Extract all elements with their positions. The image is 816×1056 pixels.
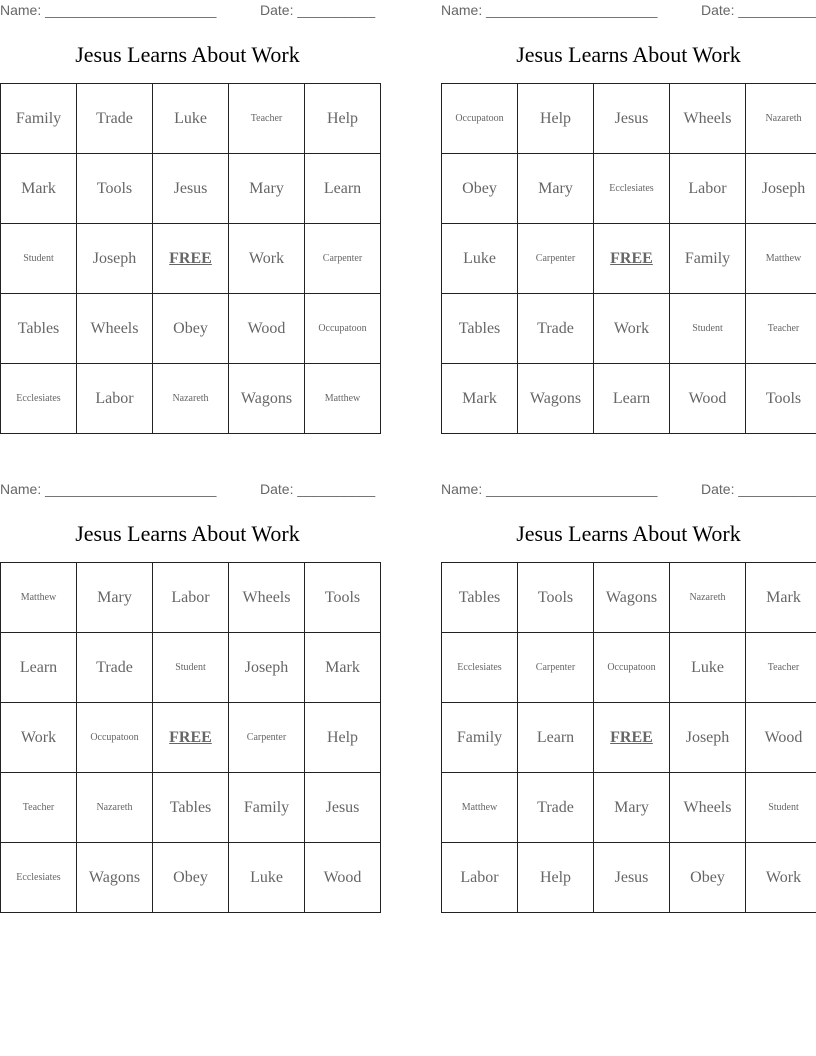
- bingo-grid: [441, 562, 816, 913]
- bingo-cell[interactable]: Nazareth: [153, 364, 229, 434]
- grid-row: [1, 294, 381, 364]
- grid-row: [442, 633, 816, 703]
- bingo-cell[interactable]: Luke: [153, 84, 229, 154]
- bingo-cell[interactable]: Joseph: [670, 703, 746, 773]
- bingo-cell[interactable]: Jesus: [305, 773, 381, 843]
- bingo-cell[interactable]: Obey: [153, 294, 229, 364]
- bingo-cell[interactable]: Work: [1, 703, 77, 773]
- date-field[interactable]: Date: __________: [260, 481, 376, 497]
- bingo-card-3: [0, 479, 376, 886]
- grid-row: [1, 154, 381, 224]
- date-field[interactable]: Date: __________: [260, 2, 376, 18]
- bingo-cell[interactable]: Wheels: [229, 563, 305, 633]
- bingo-cell[interactable]: Ecclesiates: [594, 154, 670, 224]
- bingo-card-4: [441, 479, 816, 886]
- card-title: Jesus Learns About Work: [75, 42, 300, 67]
- grid-row: [1, 773, 381, 843]
- bingo-cell[interactable]: Occupatoon: [442, 84, 518, 154]
- bingo-cell[interactable]: Help: [518, 843, 594, 913]
- grid-row: [1, 843, 381, 913]
- bingo-cell[interactable]: Occupatoon: [305, 294, 381, 364]
- grid-row: [442, 773, 816, 843]
- bingo-cell[interactable]: Tables: [442, 294, 518, 364]
- name-field[interactable]: Name: ______________________: [0, 481, 217, 497]
- bingo-cell[interactable]: Teacher: [746, 294, 816, 364]
- bingo-cell[interactable]: Carpenter: [305, 224, 381, 294]
- bingo-card-1: [0, 0, 376, 407]
- bingo-cell[interactable]: Wood: [670, 364, 746, 434]
- bingo-cell[interactable]: Tools: [305, 563, 381, 633]
- grid-row: [442, 154, 816, 224]
- grid-row: [442, 84, 816, 154]
- bingo-cell[interactable]: Help: [518, 84, 594, 154]
- bingo-cell[interactable]: Family: [670, 224, 746, 294]
- bingo-cell[interactable]: Work: [746, 843, 816, 913]
- bingo-cell[interactable]: Wood: [305, 843, 381, 913]
- bingo-cell[interactable]: Obey: [670, 843, 746, 913]
- card-title: Jesus Learns About Work: [516, 521, 741, 546]
- grid-row: [1, 224, 381, 294]
- bingo-cell[interactable]: Labor: [153, 563, 229, 633]
- bingo-cell[interactable]: Mark: [746, 563, 816, 633]
- bingo-cell[interactable]: Wheels: [670, 773, 746, 843]
- bingo-cell[interactable]: Tools: [77, 154, 153, 224]
- free-space-cell[interactable]: FREE: [153, 224, 229, 294]
- name-field[interactable]: Name: ______________________: [0, 2, 217, 18]
- bingo-cell[interactable]: Family: [1, 84, 77, 154]
- bingo-cell[interactable]: Ecclesiates: [1, 843, 77, 913]
- bingo-cell[interactable]: Mary: [594, 773, 670, 843]
- name-date-row: [0, 0, 375, 22]
- name-field[interactable]: Name: ______________________: [441, 481, 658, 497]
- bingo-cell[interactable]: Ecclesiates: [442, 633, 518, 703]
- bingo-cell[interactable]: Trade: [77, 84, 153, 154]
- bingo-grid: [0, 562, 381, 913]
- bingo-cell[interactable]: Wagons: [77, 843, 153, 913]
- bingo-cell[interactable]: Labor: [77, 364, 153, 434]
- bingo-cell[interactable]: Trade: [518, 773, 594, 843]
- grid-row: [442, 224, 816, 294]
- bingo-cell[interactable]: Matthew: [442, 773, 518, 843]
- bingo-cell[interactable]: Wheels: [77, 294, 153, 364]
- bingo-cell[interactable]: Wagons: [594, 563, 670, 633]
- bingo-cell[interactable]: Student: [1, 224, 77, 294]
- bingo-cell[interactable]: Carpenter: [518, 633, 594, 703]
- bingo-cell[interactable]: Jesus: [594, 84, 670, 154]
- bingo-cell[interactable]: Trade: [518, 294, 594, 364]
- bingo-cell[interactable]: Student: [746, 773, 816, 843]
- name-field[interactable]: Name: ______________________: [441, 2, 658, 18]
- bingo-cell[interactable]: Labor: [670, 154, 746, 224]
- bingo-cell[interactable]: Luke: [670, 633, 746, 703]
- bingo-cell[interactable]: Occupatoon: [594, 633, 670, 703]
- date-field[interactable]: Date: __________: [701, 481, 816, 497]
- bingo-cell[interactable]: Luke: [229, 843, 305, 913]
- bingo-cell[interactable]: Obey: [153, 843, 229, 913]
- bingo-cell[interactable]: Wood: [229, 294, 305, 364]
- bingo-cell[interactable]: Wagons: [229, 364, 305, 434]
- grid-row: [1, 633, 381, 703]
- bingo-cell[interactable]: Learn: [305, 154, 381, 224]
- bingo-cell[interactable]: Teacher: [1, 773, 77, 843]
- date-field[interactable]: Date: __________: [701, 2, 816, 18]
- bingo-cell[interactable]: Learn: [518, 703, 594, 773]
- name-date-row: [0, 479, 375, 501]
- bingo-cell[interactable]: Wood: [746, 703, 816, 773]
- bingo-cell[interactable]: Wheels: [670, 84, 746, 154]
- bingo-cell[interactable]: Student: [670, 294, 746, 364]
- bingo-cell[interactable]: Wagons: [518, 364, 594, 434]
- bingo-cell[interactable]: Matthew: [1, 563, 77, 633]
- free-space-cell[interactable]: FREE: [594, 224, 670, 294]
- bingo-cell[interactable]: Nazareth: [670, 563, 746, 633]
- bingo-cell[interactable]: Joseph: [77, 224, 153, 294]
- bingo-cell[interactable]: Mark: [442, 364, 518, 434]
- grid-row: [442, 703, 816, 773]
- grid-row: [1, 563, 381, 633]
- bingo-cell[interactable]: Occupatoon: [77, 703, 153, 773]
- grid-row: [442, 294, 816, 364]
- bingo-cell[interactable]: Jesus: [153, 154, 229, 224]
- bingo-cell[interactable]: Carpenter: [229, 703, 305, 773]
- bingo-cell[interactable]: Tables: [153, 773, 229, 843]
- bingo-cell[interactable]: Work: [229, 224, 305, 294]
- grid-row: [442, 364, 816, 434]
- bingo-cell[interactable]: Student: [153, 633, 229, 703]
- card-title: Jesus Learns About Work: [75, 521, 300, 546]
- bingo-cell[interactable]: Luke: [442, 224, 518, 294]
- bingo-cell[interactable]: Jesus: [594, 843, 670, 913]
- bingo-card-2: [441, 0, 816, 407]
- bingo-cell[interactable]: Mark: [305, 633, 381, 703]
- grid-row: [1, 364, 381, 434]
- bingo-cell[interactable]: Tools: [746, 364, 816, 434]
- bingo-cell[interactable]: Matthew: [746, 224, 816, 294]
- free-space-cell[interactable]: FREE: [594, 703, 670, 773]
- name-date-row: [441, 0, 816, 22]
- bingo-cell[interactable]: Mary: [77, 563, 153, 633]
- bingo-grid: [441, 83, 816, 434]
- bingo-cell[interactable]: Joseph: [229, 633, 305, 703]
- bingo-cell[interactable]: Family: [229, 773, 305, 843]
- grid-row: [442, 843, 816, 913]
- bingo-cell[interactable]: Mary: [229, 154, 305, 224]
- bingo-cell[interactable]: Tables: [1, 294, 77, 364]
- bingo-cell[interactable]: Nazareth: [77, 773, 153, 843]
- bingo-cell[interactable]: Carpenter: [518, 224, 594, 294]
- bingo-cell[interactable]: Teacher: [229, 84, 305, 154]
- grid-row: [1, 84, 381, 154]
- bingo-cell[interactable]: Ecclesiates: [1, 364, 77, 434]
- bingo-cell[interactable]: Teacher: [746, 633, 816, 703]
- bingo-cell[interactable]: Learn: [594, 364, 670, 434]
- free-space-cell[interactable]: FREE: [153, 703, 229, 773]
- grid-row: [1, 703, 381, 773]
- bingo-grid: [0, 83, 381, 434]
- bingo-cell[interactable]: Family: [442, 703, 518, 773]
- bingo-cell[interactable]: Mary: [518, 154, 594, 224]
- grid-row: [442, 563, 816, 633]
- bingo-cell[interactable]: Tables: [442, 563, 518, 633]
- bingo-cell[interactable]: Mark: [1, 154, 77, 224]
- bingo-cell[interactable]: Help: [305, 703, 381, 773]
- bingo-cell[interactable]: Tools: [518, 563, 594, 633]
- bingo-cell[interactable]: Obey: [442, 154, 518, 224]
- bingo-cell[interactable]: Work: [594, 294, 670, 364]
- bingo-cell[interactable]: Trade: [77, 633, 153, 703]
- bingo-cell[interactable]: Learn: [1, 633, 77, 703]
- bingo-cell[interactable]: Help: [305, 84, 381, 154]
- bingo-cell[interactable]: Matthew: [305, 364, 381, 434]
- bingo-cell[interactable]: Nazareth: [746, 84, 816, 154]
- name-date-row: [441, 479, 816, 501]
- card-title: Jesus Learns About Work: [516, 42, 741, 67]
- bingo-cell[interactable]: Labor: [442, 843, 518, 913]
- bingo-cell[interactable]: Joseph: [746, 154, 816, 224]
